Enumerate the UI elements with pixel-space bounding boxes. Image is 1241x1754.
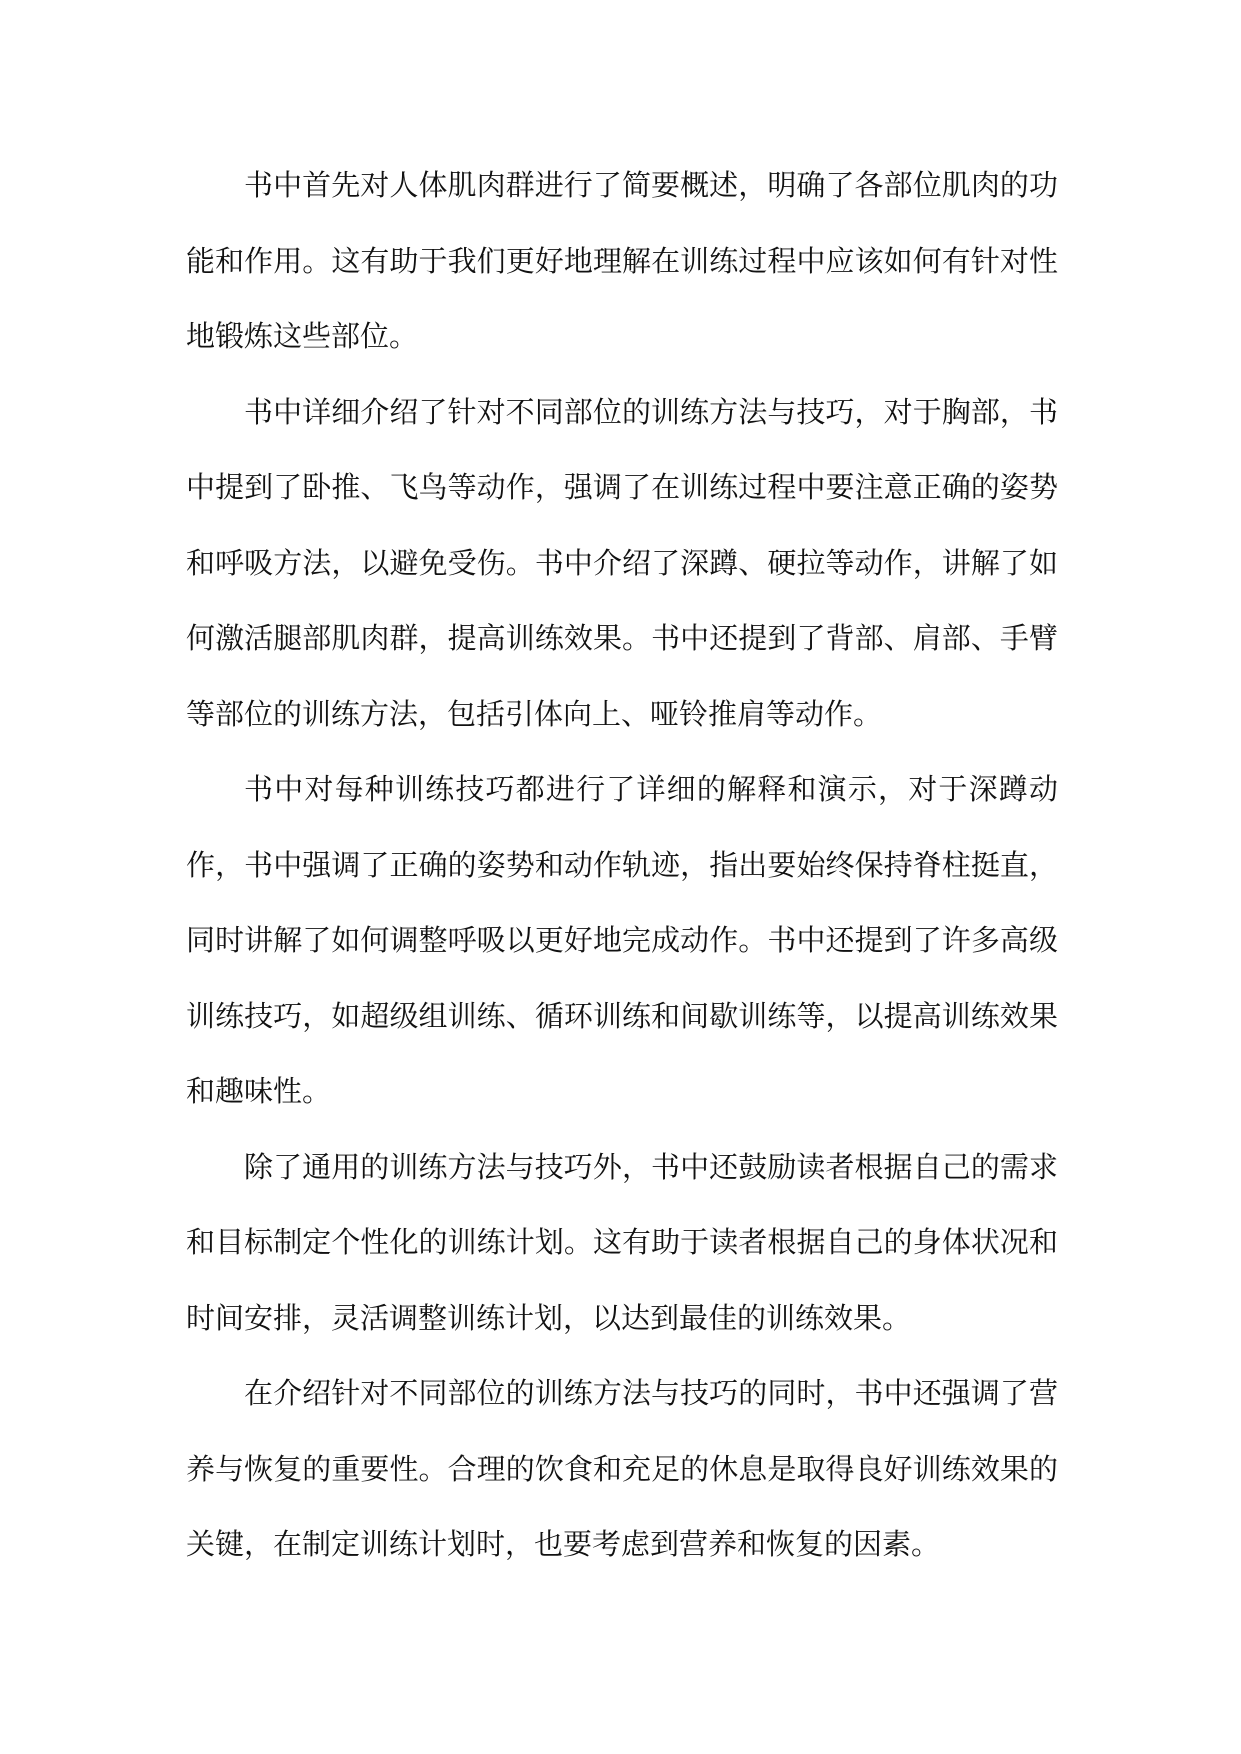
paragraph-4: 除了通用的训练方法与技巧外，书中还鼓励读者根据自己的需求和目标制定个性化的训练计划。这有助于读者根据自己的身体状况和时间安排，灵活调整训练计划，以达到最佳的训练效果。 (186, 1149, 1058, 1335)
document-body (186, 148, 1058, 1583)
paragraph-1: 书中首先对人体肌肉群进行了简要概述，明确了各部位肌肉的功能和作用。这有助于我们更好地理解在训练过程中应该如何有针对性地锻炼这些部位。 (186, 168, 1058, 353)
paragraph-2: 书中详细介绍了针对不同部位的训练方法与技巧，对于胸部，书中提到了卧推、飞鸟等动作，强调了在训练过程中要注意正确的姿势和呼吸方法，以避免受伤。书中介绍了深蹲、硬拉等动作，讲解了如何激活腿部肌肉群，提高训练效果。书中还提到了背部、肩部、手臂等部位的训练方法，包括引体向上、哑铃推肩等动作。 (186, 394, 1058, 731)
paragraph-5: 在介绍针对不同部位的训练方法与技巧的同时，书中还强调了营养与恢复的重要性。合理的饮食和充足的休息是取得良好训练效果的关键，在制定训练计划时，也要考虑到营养和恢复的因素。 (186, 1376, 1058, 1561)
paragraph-3: 书中对每种训练技巧都进行了详细的解释和演示，对于深蹲动作，书中强调了正确的姿势和动作轨迹，指出要始终保持脊柱挺直，同时讲解了如何调整呼吸以更好地完成动作。书中还提到了许多高级训练技巧，如超级组训练、循环训练和间歇训练等，以提高训练效果和趣味性。 (186, 772, 1058, 1108)
